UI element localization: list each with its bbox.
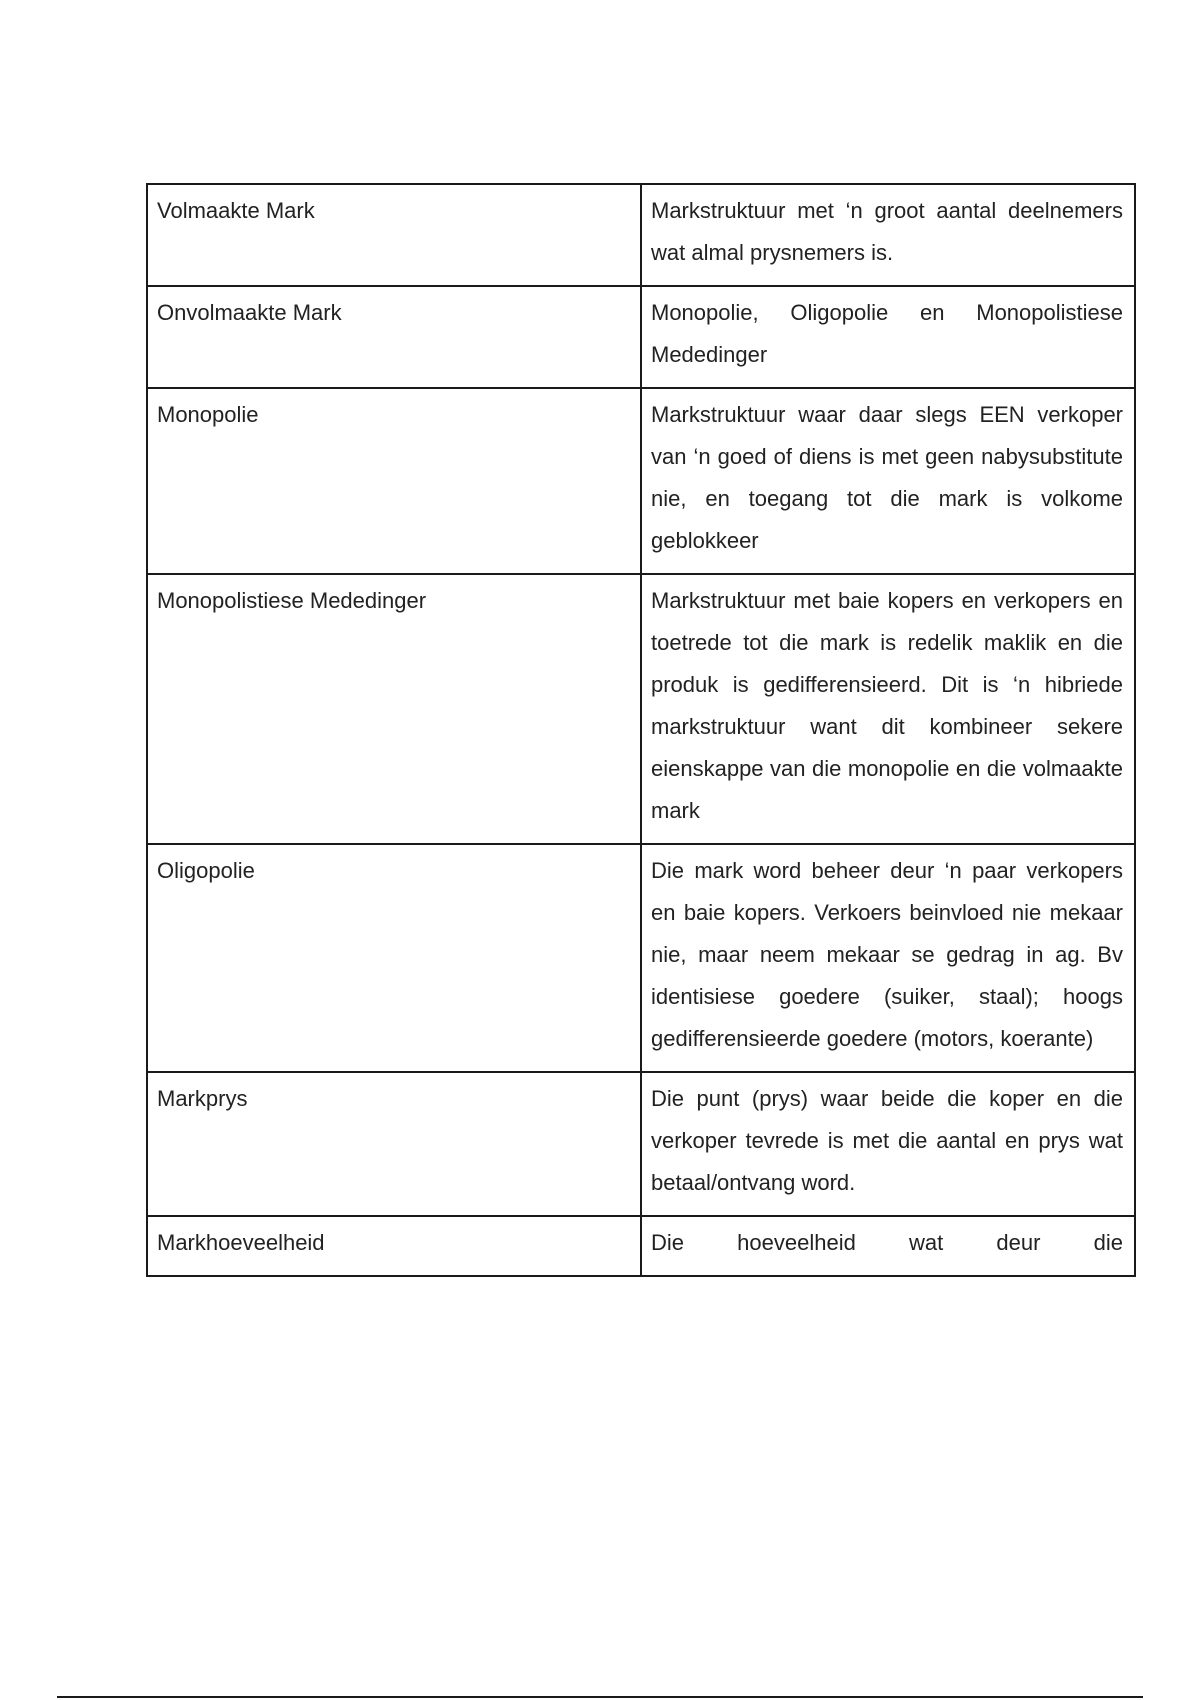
definition-cell: Die hoeveelheid wat deur die [641,1216,1135,1276]
term-cell: Oligopolie [147,844,641,1072]
term-cell: Markhoeveelheid [147,1216,641,1276]
definition-cell: Die mark word beheer deur ‘n paar verkopers en baie kopers. Verkoers beinvloed nie mekaar nie, maar neem mekaar se gedrag in ag. Bv identisiese goedere (suiker, staal); hoogs gedifferensieerde goedere (motors, koerante) [641,844,1135,1072]
table-row [147,574,1135,844]
term-cell: Monopolie [147,388,641,574]
table-row [147,844,1135,1072]
definition-cell: Markstruktuur met ‘n groot aantal deelnemers wat almal prysnemers is. [641,184,1135,286]
glossary-table [146,183,1136,1277]
definition-cell: Markstruktuur met baie kopers en verkopers en toetrede tot die mark is redelik maklik en die produk is gedifferensieerd. Dit is ‘n hibriede markstruktuur want dit kombineer sekere eienskappe van die monopolie en die volmaakte mark [641,574,1135,844]
term-cell: Volmaakte Mark [147,184,641,286]
definition-cell: Die punt (prys) waar beide die koper en die verkoper tevrede is met die aantal en prys wat betaal/ontvang word. [641,1072,1135,1216]
table-row [147,184,1135,286]
definition-cell: Markstruktuur waar daar slegs EEN verkoper van ‘n goed of diens is met geen nabysubstitute nie, en toegang tot die mark is volkome geblokkeer [641,388,1135,574]
term-cell: Monopolistiese Mededinger [147,574,641,844]
term-cell: Onvolmaakte Mark [147,286,641,388]
term-cell: Markprys [147,1072,641,1216]
table-row [147,286,1135,388]
definition-cell: Monopolie, Oligopolie en Monopolistiese Mededinger [641,286,1135,388]
table-row [147,1216,1135,1276]
table-row [147,388,1135,574]
table-row [147,1072,1135,1216]
page-bottom-rule [57,1696,1143,1698]
